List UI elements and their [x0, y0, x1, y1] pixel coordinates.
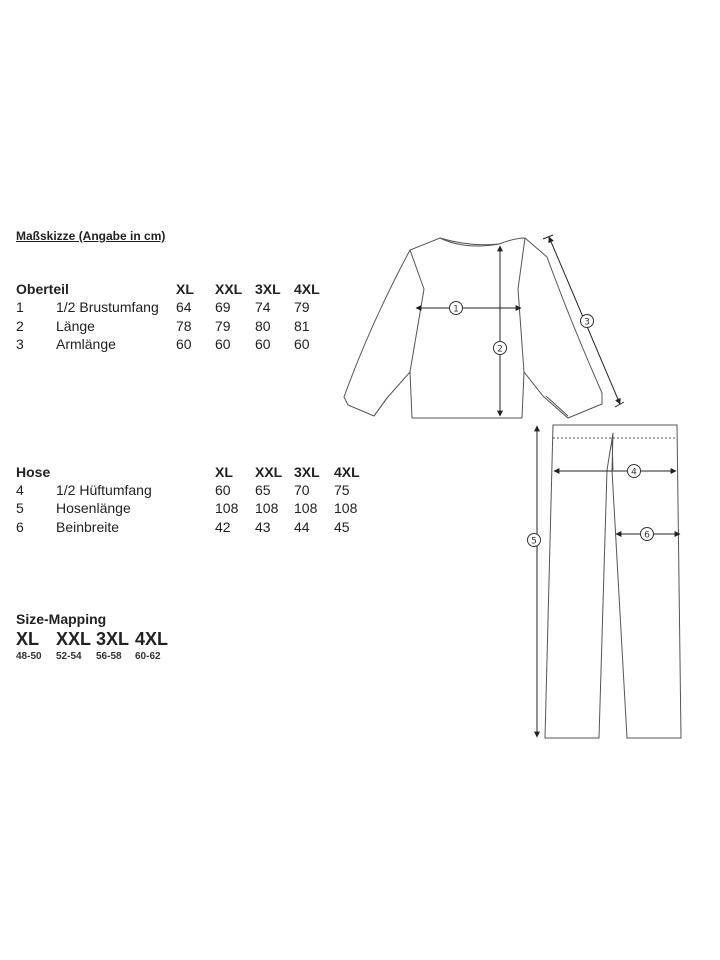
top-size-header: XXL	[215, 281, 243, 297]
row-number: 4	[16, 482, 24, 498]
value-cell: 45	[334, 519, 350, 535]
row-label: 1/2 Hüftumfang	[56, 482, 152, 498]
value-cell: 79	[215, 318, 231, 334]
top-heading: Oberteil	[16, 281, 69, 297]
row-label: Beinbreite	[56, 519, 120, 535]
row-number: 6	[16, 519, 24, 535]
svg-text:6: 6	[644, 530, 650, 541]
size-range: 48-50	[16, 651, 42, 662]
svg-text:2: 2	[497, 344, 503, 355]
value-cell: 74	[255, 299, 271, 315]
value-cell: 65	[255, 482, 271, 498]
size-label: XL	[16, 629, 40, 649]
value-cell: 108	[294, 500, 318, 516]
value-cell: 60	[294, 336, 310, 352]
marker-6	[641, 528, 654, 541]
value-cell: 80	[255, 318, 271, 334]
value-cell: 108	[334, 500, 358, 516]
pants-size-header: 3XL	[294, 464, 320, 480]
pants-heading: Hose	[16, 464, 51, 480]
size-range: 52-54	[56, 651, 82, 662]
value-cell: 75	[334, 482, 350, 498]
svg-text:5: 5	[531, 536, 537, 547]
value-cell: 60	[255, 336, 271, 352]
top-size-header: XL	[176, 281, 194, 297]
value-cell: 60	[176, 336, 192, 352]
size-label: 4XL	[135, 629, 169, 649]
value-cell: 108	[255, 500, 279, 516]
size-mapping-heading: Size-Mapping	[16, 611, 107, 627]
marker-1	[450, 302, 463, 315]
size-range: 56-58	[96, 651, 122, 662]
dimension-3-tick	[543, 235, 553, 239]
row-label: 1/2 Brustumfang	[56, 299, 159, 315]
value-cell: 78	[176, 318, 192, 334]
row-number: 5	[16, 500, 24, 516]
pants-outline	[545, 425, 681, 738]
row-number: 1	[16, 299, 24, 315]
row-label: Länge	[56, 318, 95, 334]
value-cell: 79	[294, 299, 310, 315]
value-cell: 42	[215, 519, 231, 535]
pants-size-header: 4XL	[334, 464, 360, 480]
value-cell: 108	[215, 500, 239, 516]
value-cell: 69	[215, 299, 231, 315]
size-label: XXL	[56, 629, 92, 649]
svg-text:4: 4	[631, 467, 637, 478]
marker-5	[528, 534, 541, 547]
pants-size-header: XL	[215, 464, 233, 480]
value-cell: 43	[255, 519, 271, 535]
size-range: 60-62	[135, 651, 161, 662]
pants-size-header: XXL	[255, 464, 283, 480]
svg-text:1: 1	[453, 304, 459, 315]
marker-2	[494, 342, 507, 355]
row-number: 3	[16, 336, 24, 352]
row-label: Armlänge	[56, 336, 116, 352]
value-cell: 60	[215, 336, 231, 352]
row-number: 2	[16, 318, 24, 334]
value-cell: 81	[294, 318, 310, 334]
marker-3	[581, 315, 594, 328]
top-size-header: 4XL	[294, 281, 320, 297]
top-size-header: 3XL	[255, 281, 281, 297]
value-cell: 70	[294, 482, 310, 498]
marker-4	[628, 465, 641, 478]
row-label: Hosenlänge	[56, 500, 131, 516]
page-title: Maßskizze (Angabe in cm)	[16, 229, 166, 243]
svg-text:3: 3	[584, 317, 590, 328]
shirt-outline	[344, 238, 602, 418]
value-cell: 64	[176, 299, 192, 315]
size-label: 3XL	[96, 629, 130, 649]
value-cell: 60	[215, 482, 231, 498]
value-cell: 44	[294, 519, 310, 535]
